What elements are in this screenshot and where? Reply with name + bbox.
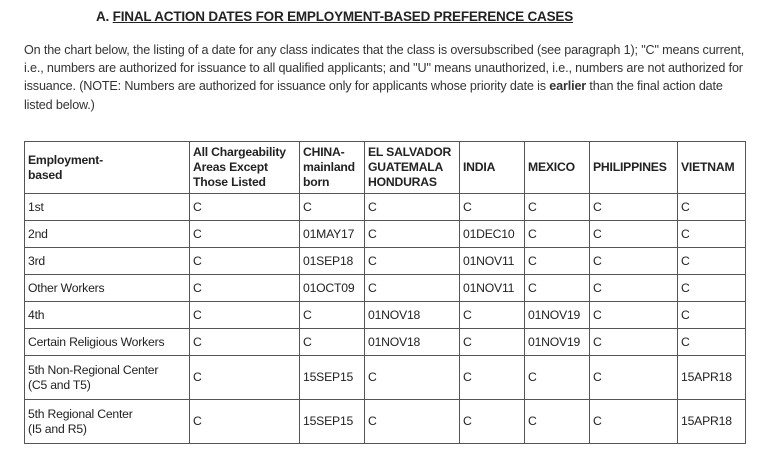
column-header: All Chargeability Areas Except Those Listed [190,142,300,194]
table-cell: C [525,275,590,302]
table-cell: C [300,194,365,221]
table-row [25,275,746,302]
table-cell: C [365,248,460,275]
row-category: 5th Non-Regional Center (C5 and T5) [25,356,190,400]
table-cell: C [590,248,678,275]
table-row [25,221,746,248]
section-title: FINAL ACTION DATES FOR EMPLOYMENT-BASED PREFERENCE CASES [112,9,574,24]
table-cell: C [365,400,460,444]
section-prefix: A. [96,9,110,24]
row-category: Other Workers [25,275,190,302]
column-header: EL SALVADOR GUATEMALA HONDURAS [365,142,460,194]
table-cell: 15SEP15 [300,400,365,444]
table-row [25,194,746,221]
table-cell: C [590,221,678,248]
final-action-dates-table [24,141,746,444]
table-cell: 01NOV18 [365,302,460,329]
column-header: CHINA- mainland born [300,142,365,194]
table-row [25,329,746,356]
row-category: 3rd [25,248,190,275]
table-cell: C [190,329,300,356]
table-cell: C [678,302,746,329]
table-cell: C [590,275,678,302]
table-cell: C [460,400,525,444]
table-cell: 01MAY17 [300,221,365,248]
column-header: INDIA [460,142,525,194]
table-cell: C [190,275,300,302]
table-cell: C [590,302,678,329]
table-cell: C [190,194,300,221]
table-cell: 01DEC10 [460,221,525,248]
table-cell: C [190,400,300,444]
table-cell: 15APR18 [678,356,746,400]
table-cell: C [300,329,365,356]
table-cell: C [365,194,460,221]
table-cell: 01NOV19 [525,302,590,329]
table-row [25,356,746,400]
table-cell: C [590,329,678,356]
table-cell: C [525,356,590,400]
row-category: 4th [25,302,190,329]
table-cell: C [678,275,746,302]
table-row [25,302,746,329]
table-cell: C [365,275,460,302]
intro-emphasis: earlier [549,79,587,94]
table-cell: C [300,302,365,329]
table-cell: 15APR18 [678,400,746,444]
table-body [25,194,746,444]
column-header: VIETNAM [678,142,746,194]
table-cell: C [678,221,746,248]
table-cell: C [525,400,590,444]
table-cell: 01NOV18 [365,329,460,356]
section-heading [96,9,573,24]
table-cell: C [190,302,300,329]
table-cell: C [460,356,525,400]
row-category: Certain Religious Workers [25,329,190,356]
table-cell: C [590,194,678,221]
table-cell: C [190,221,300,248]
table-cell: C [525,248,590,275]
table-cell: 01OCT09 [300,275,365,302]
intro-text: On the chart below, the listing of a date for any class indicates that the class is oversubscribed (see paragraph 1); "C" means current, i.e., numbers are authorized for issuance to all qualified applicants; and "U" means unauthorized, i.e., numbers are not authorized for issuance. (NOTE: Numbers are authorized for issuance only for applicants whose priority date is [24,43,745,94]
table-cell: C [678,248,746,275]
table-cell: 01SEP18 [300,248,365,275]
column-header: Employment- based [25,142,190,194]
table-cell: C [365,356,460,400]
row-category: 5th Regional Center (I5 and R5) [25,400,190,444]
table-cell: C [590,400,678,444]
table-cell: 15SEP15 [300,356,365,400]
table-cell: C [460,194,525,221]
table-cell: C [678,194,746,221]
table-row [25,400,746,444]
table-cell: C [460,302,525,329]
intro-text-end: than the final action date listed below.) [24,79,723,112]
table-cell: C [525,221,590,248]
table-cell: C [190,356,300,400]
table-header-row [25,142,746,194]
table-row [25,248,746,275]
table-cell: C [590,356,678,400]
table-cell: C [525,194,590,221]
table-cell: C [190,248,300,275]
table-cell: 01NOV19 [525,329,590,356]
table-cell: 01NOV11 [460,275,525,302]
intro-paragraph [24,41,749,114]
table-cell: 01NOV11 [460,248,525,275]
table-cell: C [678,329,746,356]
table-cell: C [460,329,525,356]
row-category: 1st [25,194,190,221]
column-header: PHILIPPINES [590,142,678,194]
table-cell: C [365,221,460,248]
row-category: 2nd [25,221,190,248]
column-header: MEXICO [525,142,590,194]
